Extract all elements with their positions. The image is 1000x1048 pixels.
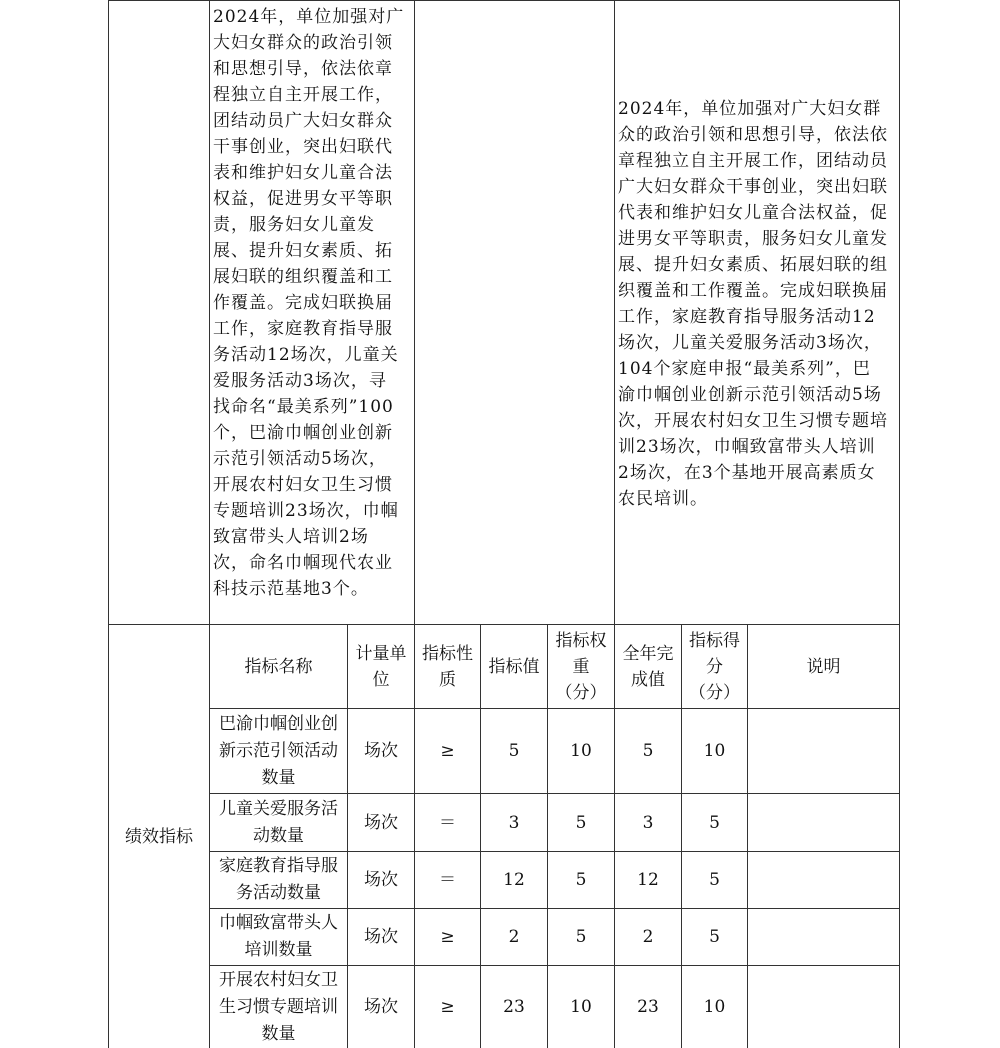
indicator-weight: 5 bbox=[575, 870, 587, 890]
indicator-score: 5 bbox=[709, 812, 720, 833]
header-score: 指标得 分 （分） bbox=[689, 630, 740, 703]
indicator-note bbox=[748, 709, 899, 793]
indicator-score: 5 bbox=[709, 927, 720, 947]
indicator-unit: 场次 bbox=[364, 812, 398, 833]
indicator-weight: 10 bbox=[570, 997, 592, 1017]
indicator-score: 10 bbox=[703, 741, 726, 761]
indicator-name: 儿童关爱服务活 动数量 bbox=[219, 798, 338, 846]
header-annual-value: 全年完 成值 bbox=[622, 643, 674, 690]
indicator-unit: 场次 bbox=[364, 870, 398, 890]
table-rule bbox=[108, 0, 900, 1]
indicator-value: 5 bbox=[508, 741, 520, 761]
indicator-note bbox=[748, 852, 899, 908]
indicator-annual: 2 bbox=[642, 927, 654, 947]
indicator-note bbox=[748, 794, 899, 851]
indicator-annual: 12 bbox=[637, 870, 659, 890]
indicator-annual: 3 bbox=[642, 812, 654, 833]
indicator-weight: 5 bbox=[575, 927, 587, 947]
indicator-unit: 场次 bbox=[364, 741, 398, 761]
indicator-annual: 23 bbox=[637, 997, 659, 1017]
indicator-score: 10 bbox=[703, 997, 726, 1017]
indicator-note bbox=[748, 966, 899, 1048]
indicator-value: 12 bbox=[503, 870, 525, 890]
indicator-name: 开展农村妇女卫 生习惯专题培训 数量 bbox=[219, 969, 338, 1044]
indicator-nature: ＝ bbox=[439, 812, 456, 833]
indicator-note bbox=[748, 909, 899, 965]
indicator-unit: 场次 bbox=[364, 997, 398, 1017]
indicator-value: 23 bbox=[503, 997, 525, 1017]
indicator-nature: ＝ bbox=[439, 870, 456, 890]
section-label: 绩效指标 bbox=[125, 826, 193, 847]
actual-goal-text: 2024年，单位加强对广大妇女群 众的政治引领和思想引导，依法依 章程独立自主开展工作，团结动员 广大妇女群众干事创业，突出妇联 代表和维护妇女儿童合法权益，促 进男女平等职责，服务妇女儿童发 展、提升妇女素质、拓展妇联的组 织覆盖和工作覆盖。完成妇联换届 工作，家庭教育指导服务活动12 场次，儿童关爱服务活动3场次， 104个家庭申报“最美系列”，巴 渝巾帼创业创新示范引领活动5场 次，开展农村妇女卫生习惯专题培 训23场次，巾帼致富带头人培训 2场次，在3个基地开展高素质女 农民培训。 bbox=[618, 99, 888, 509]
indicator-unit: 场次 bbox=[364, 927, 398, 947]
indicator-nature: ≥ bbox=[440, 741, 455, 761]
indicator-value: 2 bbox=[508, 927, 520, 947]
indicator-annual: 5 bbox=[642, 741, 654, 761]
header-value: 指标值 bbox=[488, 656, 540, 677]
planned-goal-text: 2024年，单位加强对广 大妇女群众的政治引领 和思想引导，依法依章 程独立自主开展工作， 团结动员广大妇女群众 干事创业，突出妇联代 表和维护妇女儿童合法 权益，促进男女平等职 责，服务妇女儿童发 展、提升妇女素质、拓 展妇联的组织覆盖和工 作覆盖。完成妇联换届 工作，家庭教育指导服 务活动12场次，儿童关 爱服务活动3场次，寻 找命名“最美系列”100 个，巴渝巾帼创业创新 示范引领活动5场次， 开展农村妇女卫生习惯 专题培训23场次，巾帼 致富带头人培训2场 次，命名巾帼现代农业 科技示范基地3个。 bbox=[213, 7, 405, 599]
indicator-name: 家庭教育指导服 务活动数量 bbox=[219, 856, 338, 903]
header-indicator-name: 指标名称 bbox=[244, 656, 313, 677]
header-unit: 计量单 位 bbox=[355, 643, 407, 690]
indicator-nature: ≥ bbox=[440, 927, 455, 947]
header-note: 说明 bbox=[806, 656, 841, 677]
indicator-score: 5 bbox=[709, 870, 720, 890]
indicator-weight: 5 bbox=[575, 812, 587, 833]
indicator-name: 巾帼致富带头人 培训数量 bbox=[219, 913, 338, 960]
indicator-nature: ≥ bbox=[440, 997, 455, 1017]
indicator-weight: 10 bbox=[570, 741, 592, 761]
indicator-name: 巴渝巾帼创业创 新示范引领活动 数量 bbox=[219, 713, 338, 788]
header-weight: 指标权 重 （分） bbox=[555, 630, 607, 703]
header-nature: 指标性 质 bbox=[422, 643, 473, 690]
indicator-value: 3 bbox=[508, 812, 520, 833]
